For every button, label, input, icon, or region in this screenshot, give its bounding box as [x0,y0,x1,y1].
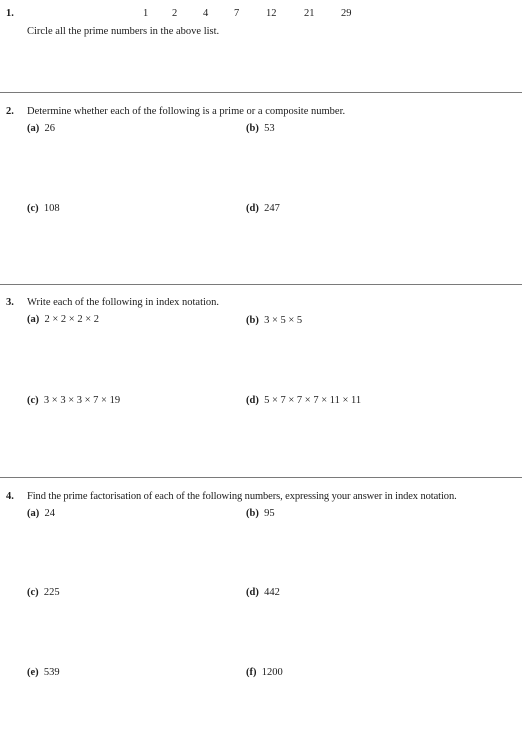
part-2c: (c) 108 [27,203,60,214]
question-2-instruction: Determine whether each of the following is a prime or a composite number. [27,106,346,117]
part-2b: (b) 53 [246,123,275,134]
number-list [0,8,522,22]
part-3a: (a) 2 × 2 × 2 × 2 [27,314,100,325]
question-3-instruction: Write each of the following in index notation. [27,297,220,308]
question-4-number: 4. [6,491,14,502]
part-2a: (a) 26 [27,123,55,134]
list-item: 12 [266,8,277,19]
part-3b: (b) 3 × 5 × 5 [246,315,303,326]
list-item: 21 [304,8,315,19]
list-item: 1 [143,8,149,19]
part-4c: (c) 225 [27,587,60,598]
part-3c: (c) 3 × 3 × 3 × 7 × 19 [27,395,121,406]
question-3-number: 3. [6,297,14,308]
part-4d: (d) 442 [246,587,280,598]
list-item: 2 [172,8,178,19]
list-item: 4 [203,8,209,19]
part-3d: (d) 5 × 7 × 7 × 7 × 11 × 11 [246,395,362,406]
list-item: 7 [234,8,240,19]
question-1-instruction: Circle all the prime numbers in the above list. [27,26,220,37]
list-item: 29 [341,8,352,19]
question-4-instruction: Find the prime factorisation of each of the following numbers, expressing your answer in index notation. [27,491,457,502]
question-1-number: 1. [6,8,14,19]
divider [0,477,522,478]
question-2-number: 2. [6,106,14,117]
part-4a: (a) 24 [27,508,55,519]
part-4e: (e) 539 [27,667,60,678]
divider [0,284,522,285]
part-2d: (d) 247 [246,203,280,214]
part-4f: (f) 1200 [246,667,283,678]
part-4b: (b) 95 [246,508,275,519]
divider [0,92,522,93]
